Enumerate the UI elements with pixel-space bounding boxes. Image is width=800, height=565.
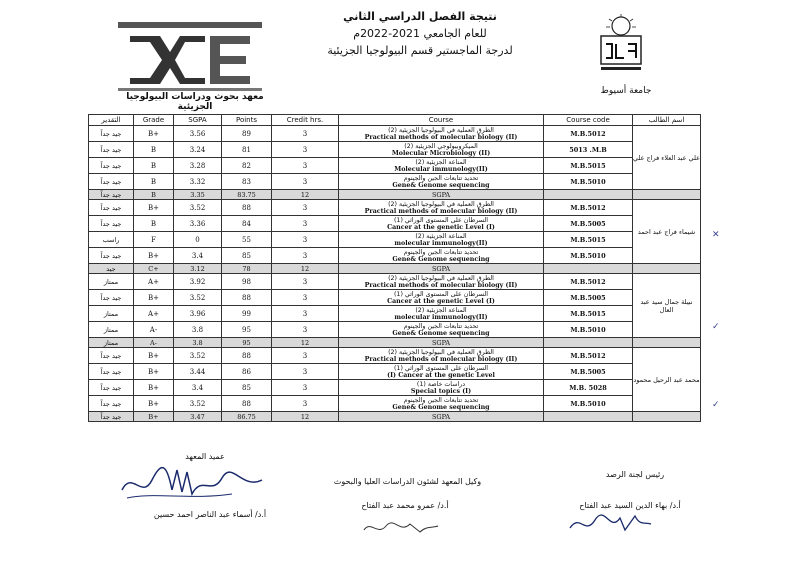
margin-mark: ✕ — [712, 230, 720, 240]
course-english: Practical methods of molecular biology (II) — [364, 133, 518, 141]
course-arabic: الطرق العملية في البيولوجيا الجزيئية (2) — [388, 200, 494, 208]
grade-cell: A- — [134, 322, 174, 338]
sgpa-cell: 3.92 — [174, 274, 222, 290]
vice-dean-title: وكيل المعهد لشئون الدراسات العليا والبحوث — [333, 477, 482, 486]
sgpa-cell: 3.4 — [174, 380, 222, 396]
code-cell: M.B.5015 — [544, 158, 633, 174]
rating-cell: جيد جداً — [89, 142, 134, 158]
table-row — [89, 380, 701, 396]
university-name: جامعة أسيوط — [600, 86, 652, 96]
table-row — [89, 290, 701, 306]
total-empty — [544, 190, 633, 200]
sgpa-cell: 3.52 — [174, 200, 222, 216]
grade-cell: B+ — [134, 348, 174, 364]
course-arabic: الطرق العملية في البيولوجيا الجزيئية (2) — [388, 348, 494, 356]
code-cell: M.B.5012 — [544, 200, 633, 216]
student-name: شيماء فراج عبد احمد — [633, 200, 701, 264]
total-points: 95 — [222, 338, 272, 348]
table-row — [89, 126, 701, 142]
sgpa-cell: 3.8 — [174, 322, 222, 338]
total-empty — [544, 412, 633, 422]
course-arabic: السرطان على المستوى الوراثي (1) — [393, 216, 489, 224]
col-rating: التقدير — [89, 115, 134, 126]
course-cell — [339, 322, 544, 338]
course-arabic: تحديد تتابعات الجين والجينوم — [403, 322, 479, 330]
course-arabic: الميكروبيولوجي الجزيئية (2) — [404, 142, 478, 150]
points-cell: 88 — [222, 200, 272, 216]
institute-logo — [110, 22, 270, 102]
grade-cell: B+ — [134, 248, 174, 264]
total-sgpa: 3.35 — [174, 190, 222, 200]
total-rating: جيد — [89, 264, 134, 274]
table-header-row — [89, 115, 701, 126]
rating-cell: جيد جداً — [89, 174, 134, 190]
course-cell — [339, 290, 544, 306]
code-cell: M.B.5012 — [544, 126, 633, 142]
course-cell — [339, 200, 544, 216]
sgpa-cell: 3.28 — [174, 158, 222, 174]
credit-cell: 3 — [272, 248, 339, 264]
grade-cell: B+ — [134, 290, 174, 306]
course-arabic: المناعة الجزيئية (2) — [415, 306, 467, 314]
header-line-1: نتيجة الفصل الدراسي الثاني — [343, 10, 497, 23]
total-rating: جيد جداً — [89, 190, 134, 200]
rating-cell: جيد جداً — [89, 290, 134, 306]
rating-cell: جيد جداً — [89, 348, 134, 364]
course-english: Molecular Microbiology (II) — [391, 149, 491, 157]
course-english: Special topics (I) — [410, 387, 472, 395]
points-cell: 84 — [222, 216, 272, 232]
rating-cell: ممتاز — [89, 274, 134, 290]
grade-cell: B — [134, 174, 174, 190]
code-cell: 5013 .M.B — [544, 142, 633, 158]
points-cell: 98 — [222, 274, 272, 290]
table-row — [89, 200, 701, 216]
table-row — [89, 322, 701, 338]
credit-cell: 3 — [272, 306, 339, 322]
credit-cell: 3 — [272, 348, 339, 364]
credit-cell: 3 — [272, 174, 339, 190]
table-row — [89, 274, 701, 290]
code-cell: M.B.5012 — [544, 348, 633, 364]
grade-cell: B+ — [134, 380, 174, 396]
credit-cell: 3 — [272, 396, 339, 412]
code-cell: M.B.5010 — [544, 396, 633, 412]
student-name: نبيلة جمال سيد عبد العال — [633, 274, 701, 338]
total-label: SGPA — [339, 264, 544, 274]
col-name: اسم الطالب — [633, 115, 701, 126]
points-cell: 85 — [222, 248, 272, 264]
sgpa-cell: 0 — [174, 232, 222, 248]
code-cell: M.B.5015 — [544, 306, 633, 322]
credit-cell: 3 — [272, 200, 339, 216]
course-english: (I) Cancer at the genetic Level — [387, 371, 495, 379]
rating-cell: جيد جداً — [89, 200, 134, 216]
sgpa-cell: 3.96 — [174, 306, 222, 322]
grade-cell: F — [134, 232, 174, 248]
rating-cell: جيد جداً — [89, 158, 134, 174]
total-empty — [633, 190, 701, 200]
total-empty — [544, 338, 633, 348]
course-arabic: الطرق العملية في البيولوجيا الجزيئية (2) — [388, 126, 494, 134]
student-name: علي عبد العلاء فراج علي — [633, 126, 701, 190]
code-cell: M.B.5015 — [544, 232, 633, 248]
code-cell: M.B.5005 — [544, 290, 633, 306]
course-arabic: السرطان على المستوى الوراثي (1) — [393, 290, 489, 298]
total-empty — [544, 264, 633, 274]
sgpa-cell: 3.32 — [174, 174, 222, 190]
total-credit: 12 — [272, 190, 339, 200]
col-grade: Grade — [134, 115, 174, 126]
course-english: Practical methods of molecular biology (II) — [364, 355, 518, 363]
course-cell — [339, 348, 544, 364]
table-row — [89, 216, 701, 232]
col-code: Course code — [544, 115, 633, 126]
total-grade: A- — [134, 338, 174, 348]
student-name: محمد عبد الرحيل محمود — [633, 348, 701, 412]
total-credit: 12 — [272, 338, 339, 348]
course-english: Cancer at the genetic Level (I) — [387, 297, 495, 305]
course-arabic: المناعة الجزيئية (2) — [415, 232, 467, 240]
table-row — [89, 396, 701, 412]
sgpa-cell: 3.44 — [174, 364, 222, 380]
course-english: Gene& Genome sequencing — [392, 403, 490, 411]
margin-mark: ✓ — [712, 322, 720, 332]
rating-cell: ممتاز — [89, 306, 134, 322]
course-arabic: السرطان على المستوى الوراثي (1) — [393, 364, 489, 372]
total-credit: 12 — [272, 264, 339, 274]
total-rating: ممتاز — [89, 338, 134, 348]
course-english: Cancer at the genetic Level (I) — [387, 223, 495, 231]
col-credit: Credit hrs. — [272, 115, 339, 126]
rating-cell: جيد جداً — [89, 216, 134, 232]
total-sgpa: 3.8 — [174, 338, 222, 348]
credit-cell: 3 — [272, 290, 339, 306]
col-points: Points — [222, 115, 272, 126]
course-cell — [339, 306, 544, 322]
course-english: Gene& Genome sequencing — [392, 255, 490, 263]
rating-cell: ممتاز — [89, 322, 134, 338]
course-cell — [339, 216, 544, 232]
vice-dean-signature — [360, 516, 440, 538]
col-sgpa: SGPA — [174, 115, 222, 126]
table-row — [89, 142, 701, 158]
sgpa-cell: 3.52 — [174, 348, 222, 364]
course-cell — [339, 248, 544, 264]
course-arabic: الطرق العملية في البيولوجيا الجزيئية (2) — [388, 274, 494, 282]
course-english: Gene& Genome sequencing — [392, 329, 490, 337]
course-arabic: تحديد تتابعات الجين والجينوم — [403, 248, 479, 256]
course-arabic: تحديد تتابعات الجين والجينوم — [403, 396, 479, 404]
total-row — [89, 190, 701, 200]
institute-name: معهد بحوث ودراسات البيولوجيا الجزيئية — [126, 92, 264, 112]
rating-cell: جيد جداً — [89, 364, 134, 380]
table-row — [89, 306, 701, 322]
course-arabic: دراسات خاصة (1) — [416, 380, 466, 388]
points-cell: 99 — [222, 306, 272, 322]
header-line-3: لدرجة الماجستير قسم البيولوجيا الجزيئية — [327, 44, 513, 57]
total-label: SGPA — [339, 190, 544, 200]
rating-cell: جيد جداً — [89, 380, 134, 396]
sgpa-cell: 3.36 — [174, 216, 222, 232]
total-grade: B+ — [134, 412, 174, 422]
course-arabic: تحديد تتابعات الجين والجينوم — [403, 174, 479, 182]
course-english: molecular immunology(II) — [394, 239, 488, 247]
course-english: Practical methods of molecular biology (II) — [364, 207, 518, 215]
credit-cell: 3 — [272, 216, 339, 232]
credit-cell: 3 — [272, 322, 339, 338]
rating-cell: جيد جداً — [89, 248, 134, 264]
table-row — [89, 174, 701, 190]
course-cell — [339, 158, 544, 174]
grade-cell: B — [134, 216, 174, 232]
total-sgpa: 3.12 — [174, 264, 222, 274]
grade-cell: A+ — [134, 274, 174, 290]
dean-signature — [112, 460, 272, 505]
grade-cell: B+ — [134, 200, 174, 216]
sgpa-cell: 3.52 — [174, 290, 222, 306]
course-cell — [339, 174, 544, 190]
total-row — [89, 264, 701, 274]
course-english: Gene& Genome sequencing — [392, 181, 490, 189]
total-credit: 12 — [272, 412, 339, 422]
points-cell: 85 — [222, 380, 272, 396]
points-cell: 83 — [222, 174, 272, 190]
rating-cell: جيد جداً — [89, 396, 134, 412]
table-row — [89, 348, 701, 364]
credit-cell: 3 — [272, 274, 339, 290]
total-sgpa: 3.47 — [174, 412, 222, 422]
points-cell: 81 — [222, 142, 272, 158]
table-row — [89, 158, 701, 174]
margin-mark: ✓ — [712, 400, 720, 410]
grade-cell: B — [134, 142, 174, 158]
course-cell — [339, 396, 544, 412]
credit-cell: 3 — [272, 380, 339, 396]
course-english: Molecular immunology(II) — [394, 165, 488, 173]
code-cell: M.B.5005 — [544, 216, 633, 232]
table-row — [89, 364, 701, 380]
document-header — [300, 8, 540, 59]
col-course: Course — [339, 115, 544, 126]
code-cell: M.B. 5028 — [544, 380, 633, 396]
points-cell: 95 — [222, 322, 272, 338]
credit-cell: 3 — [272, 232, 339, 248]
code-cell: M.B.5010 — [544, 174, 633, 190]
total-points: 86.75 — [222, 412, 272, 422]
sgpa-cell: 3.52 — [174, 396, 222, 412]
committee-title: رئيس لجنة الرصد — [605, 470, 665, 479]
sgpa-cell: 3.56 — [174, 126, 222, 142]
code-cell: M.B.5010 — [544, 322, 633, 338]
total-row — [89, 338, 701, 348]
course-english: molecular immunology(II) — [394, 313, 488, 321]
credit-cell: 3 — [272, 364, 339, 380]
code-cell: M.B.5010 — [544, 248, 633, 264]
course-cell — [339, 126, 544, 142]
total-label: SGPA — [339, 338, 544, 348]
points-cell: 89 — [222, 126, 272, 142]
credit-cell: 3 — [272, 158, 339, 174]
grade-cell: B+ — [134, 396, 174, 412]
grade-cell: B — [134, 158, 174, 174]
total-grade: C+ — [134, 264, 174, 274]
total-grade: B — [134, 190, 174, 200]
code-cell: M.B.5005 — [544, 364, 633, 380]
credit-cell: 3 — [272, 142, 339, 158]
sgpa-cell: 3.24 — [174, 142, 222, 158]
course-cell — [339, 142, 544, 158]
course-cell — [339, 232, 544, 248]
dean-name: أ.د/ أسماء عبد الناصر احمد حسين — [153, 510, 267, 519]
credit-cell: 3 — [272, 126, 339, 142]
total-empty — [633, 338, 701, 348]
course-cell — [339, 274, 544, 290]
course-arabic: المناعة الجزيئية (2) — [415, 158, 467, 166]
total-label: SGPA — [339, 412, 544, 422]
total-points: 83.75 — [222, 190, 272, 200]
sgpa-cell: 3.4 — [174, 248, 222, 264]
dean-title: عميد المعهد — [185, 452, 225, 461]
university-logo — [598, 14, 644, 84]
total-points: 78 — [222, 264, 272, 274]
total-row — [89, 412, 701, 422]
rating-cell: راسب — [89, 232, 134, 248]
header-line-2: للعام الجامعي 2021-2022م — [353, 27, 487, 40]
course-cell — [339, 364, 544, 380]
vice-dean-name: أ.د/ عمرو محمد عبد الفتاح — [361, 501, 449, 510]
course-english: Practical methods of molecular biology (II) — [364, 281, 518, 289]
points-cell: 88 — [222, 348, 272, 364]
grade-cell: A+ — [134, 306, 174, 322]
points-cell: 88 — [222, 290, 272, 306]
total-rating: جيد جداً — [89, 412, 134, 422]
total-empty — [633, 412, 701, 422]
grade-cell: B+ — [134, 126, 174, 142]
results-table — [88, 114, 701, 422]
course-cell — [339, 380, 544, 396]
total-empty — [633, 264, 701, 274]
table-row — [89, 232, 701, 248]
grade-cell: B+ — [134, 364, 174, 380]
points-cell: 82 — [222, 158, 272, 174]
committee-signature — [565, 508, 655, 538]
rating-cell: جيد جداً — [89, 126, 134, 142]
committee-name: أ.د/ بهاء الدين السيد عبد الفتاح — [579, 501, 681, 510]
code-cell: M.B.5012 — [544, 274, 633, 290]
points-cell: 86 — [222, 364, 272, 380]
points-cell: 55 — [222, 232, 272, 248]
table-row — [89, 248, 701, 264]
points-cell: 88 — [222, 396, 272, 412]
